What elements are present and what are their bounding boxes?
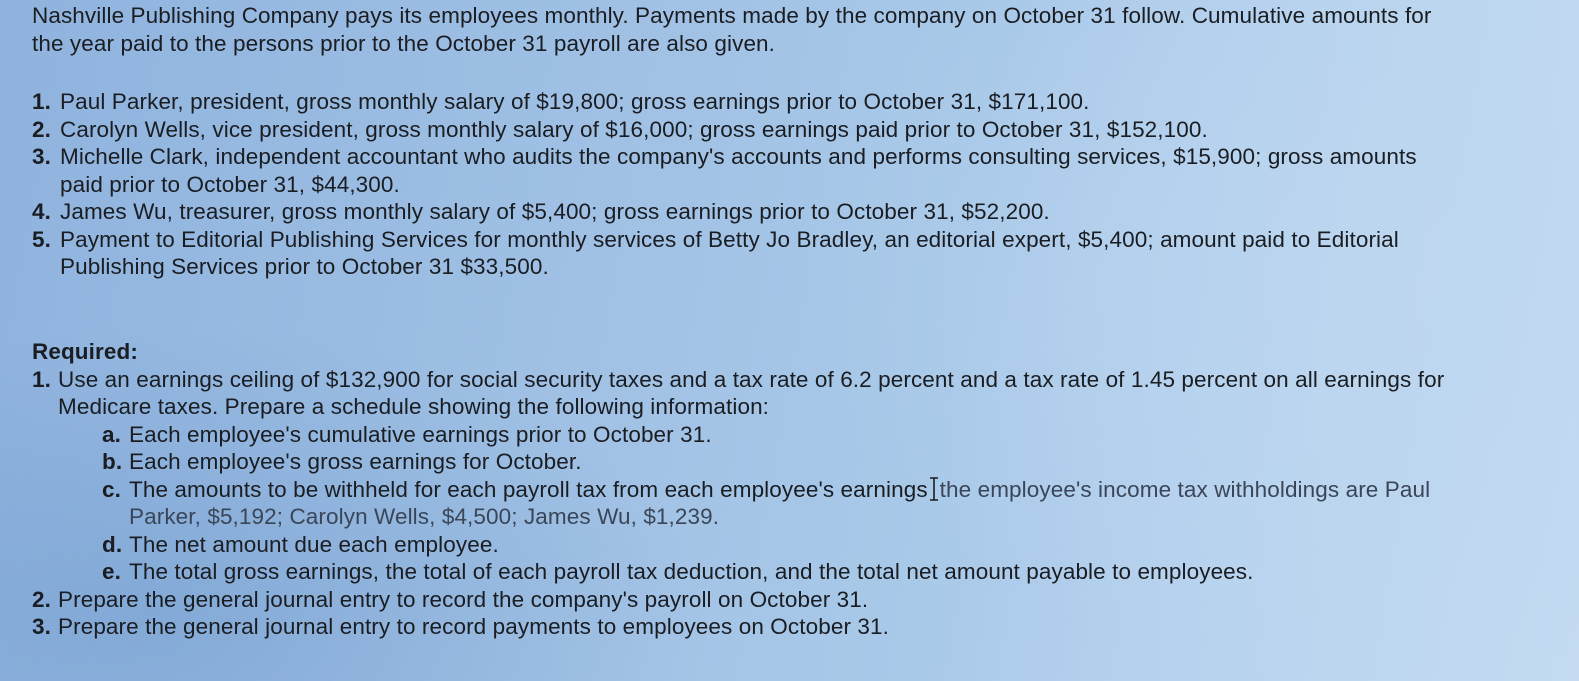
item-text: Carolyn Wells, vice president, gross monthly salary of $16,000; gross earnings paid prior to October 31, $152,100. <box>60 116 1208 142</box>
item-text: James Wu, treasurer, gross monthly salary of $5,400; gross earnings prior to October 31, $52,200. <box>60 199 1050 224</box>
list-item <box>32 226 1432 281</box>
sub-item-text-after: the employee's income tax withholdings are Paul Parker, $5,192; Carolyn Wells, $4,500; James Wu, $1,239. <box>129 476 1431 529</box>
requirements-list <box>32 366 1462 641</box>
payments-list <box>32 88 1432 281</box>
sub-item-letter: d. <box>102 531 123 557</box>
sub-item-text: The net amount due each employee. <box>129 531 499 557</box>
required-heading: Required: <box>32 339 138 364</box>
required-section <box>32 338 1462 641</box>
list-item <box>32 198 1432 226</box>
sub-item-text: Each employee's gross earnings for October. <box>129 449 582 474</box>
item-number: 3. <box>32 144 51 169</box>
requirement-number: 3. <box>32 614 51 639</box>
item-text: Paul Parker, president, gross monthly salary of $19,800; gross earnings prior to October 31, $171,100. <box>60 89 1090 114</box>
item-text: Michelle Clark, independent accountant who audits the company's accounts and performs consulting services, $15,900; gross amounts paid prior to October 31, $44,300. <box>60 144 1417 197</box>
requirement-text: Prepare the general journal entry to record the company's payroll on October 31. <box>58 586 869 612</box>
item-number: 1. <box>32 89 51 114</box>
requirement-text: Use an earnings ceiling of $132,900 for social security taxes and a tax rate of 6.2 percent and a tax rate of 1.45 percent on all earnings for Medicare taxes. Prepare a schedule showing the following information: <box>58 366 1445 419</box>
requirement-number: 2. <box>32 586 51 612</box>
text-cursor-icon <box>929 477 939 501</box>
list-item <box>32 143 1432 198</box>
sub-item-text: Each employee's cumulative earnings prior to October 31. <box>129 421 712 447</box>
item-number: 4. <box>32 199 51 224</box>
requirement-1-sublist <box>58 421 1462 586</box>
requirement-1 <box>32 366 1462 586</box>
requirement-text: Prepare the general journal entry to record payments to employees on October 31. <box>58 614 889 639</box>
sub-item-d <box>102 531 1462 559</box>
sub-item-text-before: The amounts to be withheld for each payroll tax from each employee's earnings <box>129 476 928 502</box>
sub-item-letter: e. <box>102 559 121 584</box>
sub-item-a <box>102 421 1462 449</box>
item-number: 5. <box>32 226 51 252</box>
intro-paragraph: Nashville Publishing Company pays its employees monthly. Payments made by the company on October 31 follow. Cumulative amounts for the year paid to the persons prior to the October 31 payroll are also given. <box>32 3 1432 56</box>
sub-item-text: The total gross earnings, the total of each payroll tax deduction, and the total net amount payable to employees. <box>129 559 1254 584</box>
requirement-2 <box>32 586 1462 614</box>
sub-item-e <box>102 558 1462 586</box>
list-item <box>32 88 1432 116</box>
item-number: 2. <box>32 116 51 142</box>
sub-item-letter: a. <box>102 421 121 447</box>
requirement-number: 1. <box>32 366 51 392</box>
requirement-3 <box>32 613 1462 641</box>
item-text: Payment to Editorial Publishing Services for monthly services of Betty Jo Bradley, an editorial expert, $5,400; amount paid to Editorial Publishing Services prior to October 31 $33,500. <box>60 226 1399 279</box>
sub-item-c <box>102 476 1462 531</box>
sub-item-letter: b. <box>102 449 123 474</box>
sub-item-letter: c. <box>102 476 121 502</box>
sub-item-b <box>102 448 1462 476</box>
list-item <box>32 116 1432 144</box>
